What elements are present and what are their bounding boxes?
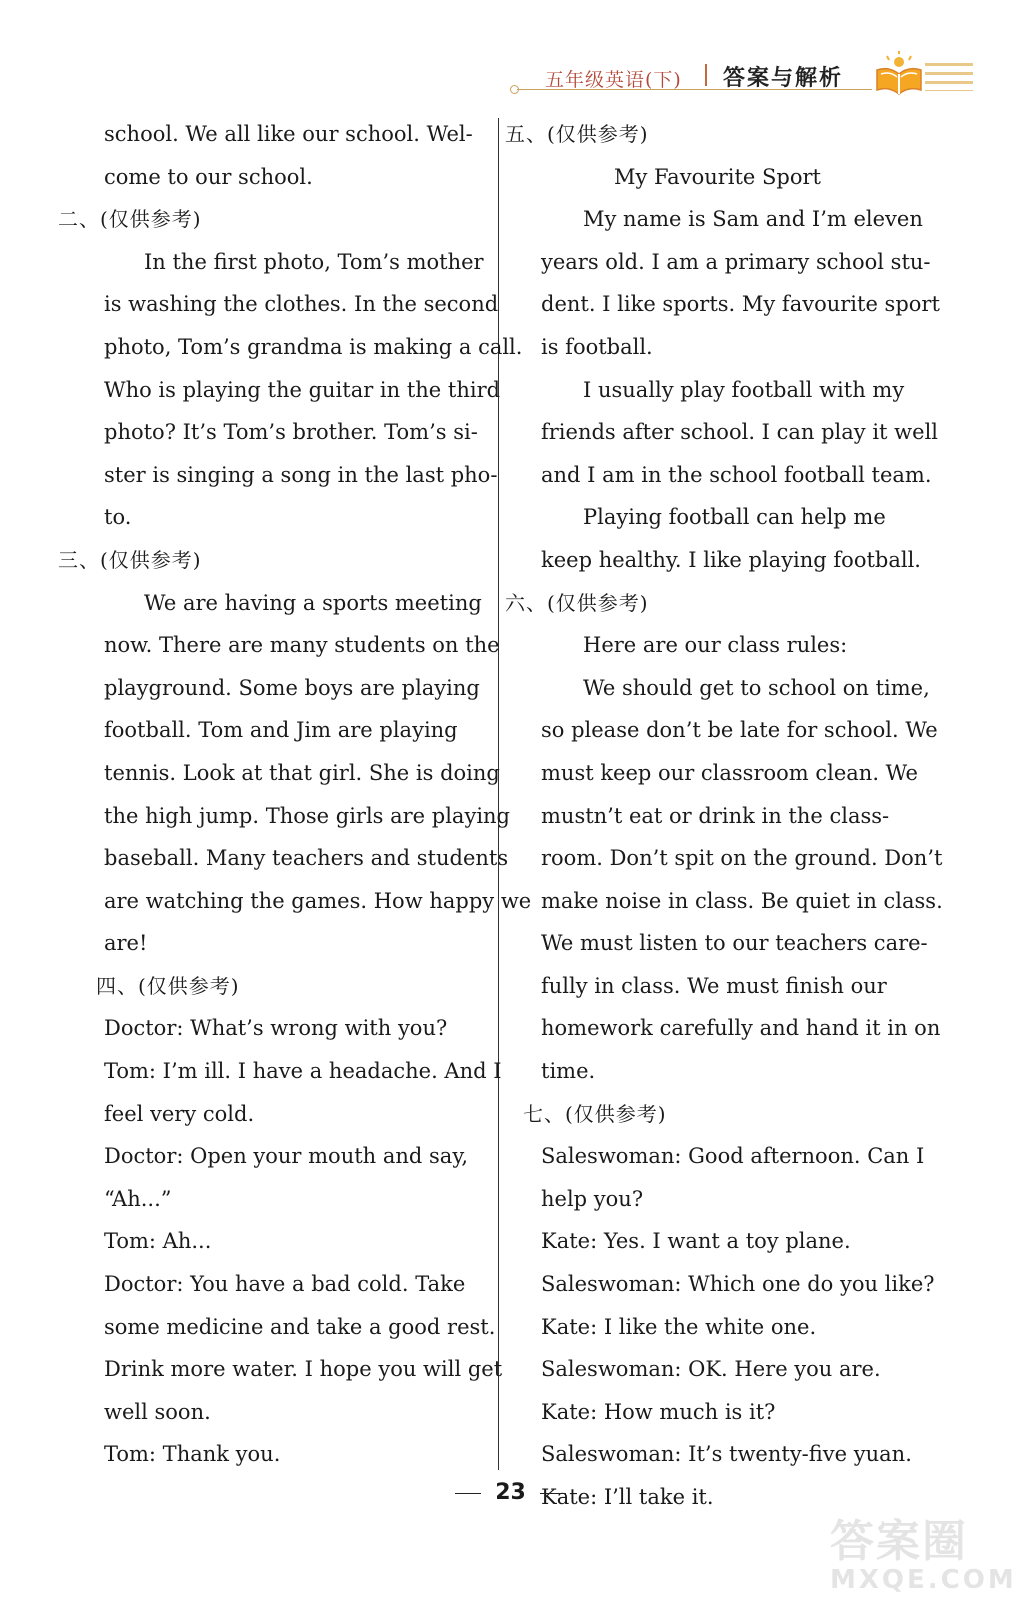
text-line: is washing the clothes. In the second: [104, 292, 499, 317]
text-line: We should get to school on time,: [583, 675, 930, 700]
text-line: Who is playing the guitar in the third: [104, 377, 501, 402]
text-line: Here are our class rules:: [583, 633, 848, 658]
text-line: must keep our classroom clean. We: [541, 760, 918, 785]
text-line: school. We all like our school. Wel-: [104, 122, 473, 146]
text-line: are!: [104, 931, 148, 956]
text-line: keep healthy. I like playing football.: [541, 547, 921, 572]
text-line: room. Don’t spit on the ground. Don’t: [541, 846, 943, 871]
text-line: fully in class. We must finish our: [541, 973, 887, 998]
section-heading: 三、(仅供参考): [58, 547, 202, 572]
section-heading: 二、(仅供参考): [58, 207, 202, 232]
text-line: Doctor: Open your mouth and say,: [104, 1144, 469, 1169]
watermark-logo: [830, 1505, 1017, 1595]
header-separator: [705, 64, 707, 86]
text-line: Tom: I’m ill. I have a headache. And I: [104, 1059, 502, 1084]
section-heading: 五、(仅供参考): [505, 122, 649, 146]
text-line: My Favourite Sport: [614, 164, 821, 189]
text-line: baseball. Many teachers and students: [104, 846, 509, 871]
footer-dash-left: [455, 1493, 481, 1494]
watermark-bottom: MXQE.COM: [830, 1565, 1017, 1595]
text-line: “Ah...”: [104, 1186, 172, 1211]
text-line: football. Tom and Jim are playing: [104, 718, 458, 743]
text-line: years old. I am a primary school stu-: [541, 249, 931, 274]
text-line: Drink more water. I hope you will get: [104, 1357, 503, 1382]
text-line: mustn’t eat or drink in the class-: [541, 803, 890, 828]
text-line: Doctor: What’s wrong with you?: [104, 1016, 448, 1041]
text-line: Playing football can help me: [583, 505, 886, 530]
header-stripes: [925, 63, 973, 91]
text-line: Kate: Yes. I want a toy plane.: [541, 1229, 851, 1254]
text-line: well soon.: [104, 1399, 211, 1424]
text-line: Saleswoman: It’s twenty-five yuan.: [541, 1442, 912, 1467]
text-line: is football.: [541, 334, 653, 359]
text-line: Kate: I’ll take it.: [541, 1485, 714, 1509]
text-line: some medicine and take a good rest.: [104, 1314, 496, 1339]
section-heading: 六、(仅供参考): [505, 590, 649, 615]
section-heading: 四、(仅供参考): [96, 973, 240, 998]
text-line: I usually play football with my: [583, 377, 905, 402]
text-line: photo, Tom’s grandma is making a call.: [104, 334, 523, 359]
text-line: friends after school. I can play it well: [541, 420, 939, 445]
section-heading: 七、(仅供参考): [523, 1101, 667, 1126]
text-line: help you?: [541, 1186, 644, 1211]
text-line: We are having a sports meeting: [144, 590, 482, 615]
text-line: so please don’t be late for school. We: [541, 718, 938, 743]
text-line: My name is Sam and I’m eleven: [583, 207, 923, 232]
text-line: Tom: Thank you.: [104, 1442, 281, 1467]
text-line: to.: [104, 505, 132, 530]
text-line: tennis. Look at that girl. She is doing: [104, 760, 500, 785]
page-footer: [0, 1480, 1021, 1505]
text-line: ster is singing a song in the last pho-: [104, 462, 498, 487]
text-line: photo? It’s Tom’s brother. Tom’s si-: [104, 420, 478, 445]
page-number: 23: [495, 1480, 526, 1505]
text-line: playground. Some boys are playing: [104, 675, 480, 700]
open-book-icon: [873, 50, 925, 98]
text-line: time.: [541, 1059, 596, 1084]
text-line: Saleswoman: OK. Here you are.: [541, 1357, 881, 1382]
text-line: Tom: Ah...: [104, 1229, 212, 1254]
text-line: dent. I like sports. My favourite sport: [541, 292, 940, 317]
text-line: In the first photo, Tom’s mother: [144, 249, 484, 274]
text-line: We must listen to our teachers care-: [541, 931, 928, 956]
right-column: [505, 113, 943, 1519]
text-line: feel very cold.: [104, 1101, 255, 1126]
text-line: Kate: How much is it?: [541, 1399, 776, 1424]
footer-dash-right: [540, 1493, 566, 1494]
left-column: [58, 113, 532, 1476]
text-line: are watching the games. How happy we: [104, 888, 532, 913]
text-line: come to our school.: [104, 164, 313, 189]
text-line: and I am in the school football team.: [541, 462, 932, 487]
text-line: Kate: I like the white one.: [541, 1314, 817, 1339]
watermark-top: 答案圈: [830, 1516, 968, 1567]
text-line: the high jump. Those girls are playing: [104, 803, 511, 828]
page-header: [505, 55, 975, 105]
text-line: Saleswoman: Good afternoon. Can I: [541, 1144, 925, 1169]
text-line: make noise in class. Be quiet in class.: [541, 888, 943, 913]
header-grade-label: 五年级英语(下): [545, 69, 682, 91]
text-line: Doctor: You have a bad cold. Take: [104, 1272, 466, 1297]
text-line: homework carefully and hand it in on: [541, 1016, 941, 1041]
text-line: Saleswoman: Which one do you like?: [541, 1272, 935, 1297]
header-title: 答案与解析: [723, 66, 844, 91]
text-line: now. There are many students on the: [104, 633, 500, 658]
